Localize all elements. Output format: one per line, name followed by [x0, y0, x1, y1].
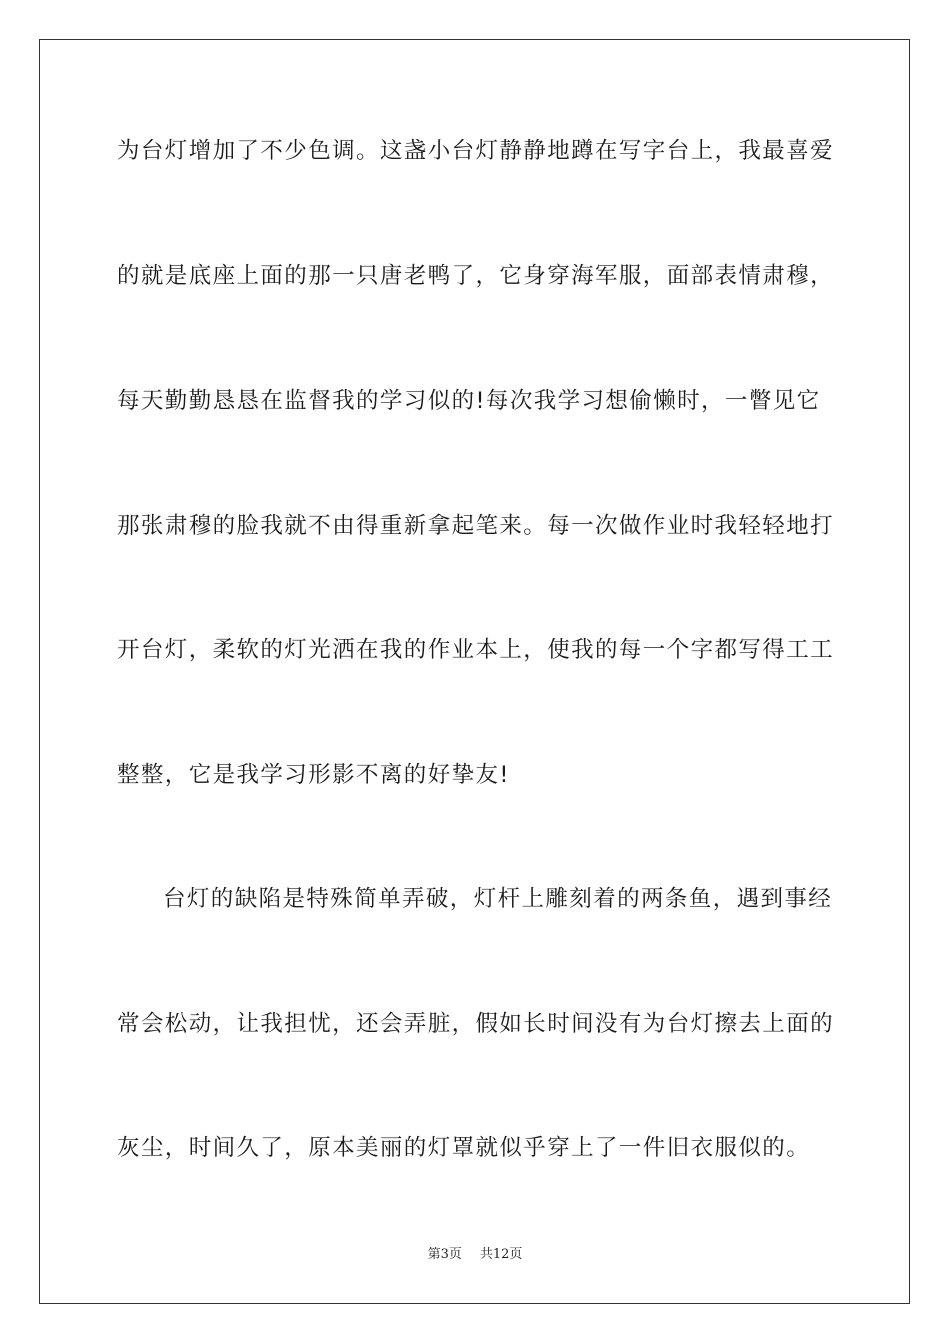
text-line-3: 每天勤勤恳恳在监督我的学习似的!每次我学习想偷懒时，一瞥见它: [117, 388, 821, 414]
page-number: 第3页: [427, 1247, 462, 1262]
text-line-4: 那张肃穆的脸我就不由得重新拿起笔来。每一次做作业时我轻轻地打: [117, 513, 835, 539]
paragraph-2-first-line: 台灯的缺陷是特殊简单弄破，灯杆上雕刻着的两条鱼，遇到事经: [163, 886, 833, 912]
text-line-5: 开台灯，柔软的灯光洒在我的作业本上，使我的每一个字都写得工工: [117, 637, 835, 663]
total-pages: 共12页: [479, 1247, 523, 1262]
text-line-6: 整整，它是我学习形影不离的好挚友!: [117, 762, 510, 788]
text-line-1: 为台灯增加了不少色调。这盏小台灯静静地蹲在写字台上，我最喜爱: [117, 138, 835, 164]
text-line-2: 的就是底座上面的那一只唐老鸭了，它身穿海军服，面部表情肃穆，: [117, 263, 835, 289]
page-footer: [0, 1245, 950, 1265]
text-line-8: 常会松动，让我担忧，还会弄脏，假如长时间没有为台灯擦去上面的: [117, 1011, 835, 1037]
text-line-9: 灰尘，时间久了，原本美丽的灯罩就似乎穿上了一件旧衣服似的。: [117, 1135, 811, 1161]
page-border: [39, 39, 910, 1304]
